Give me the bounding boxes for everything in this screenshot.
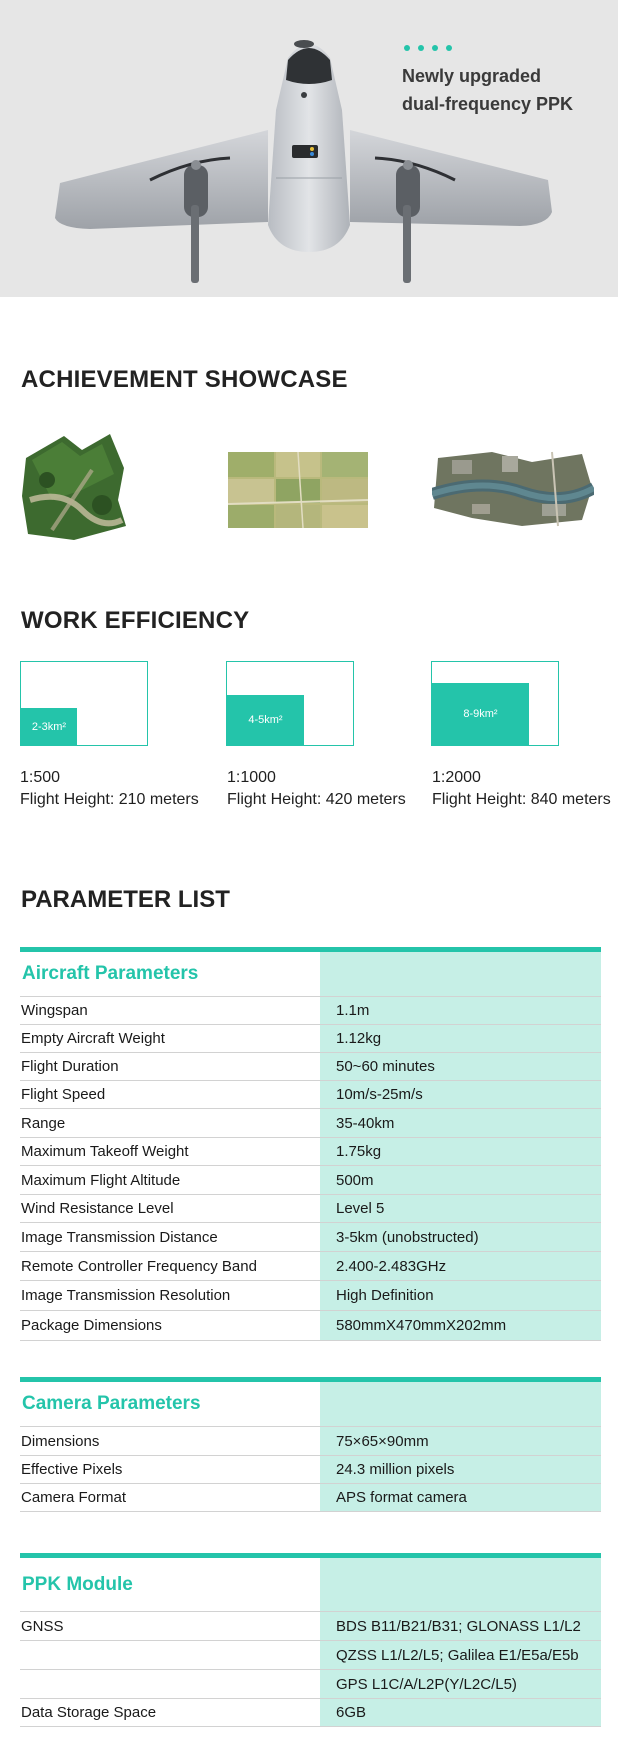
- table-heading-row: [20, 1382, 601, 1427]
- camera-parameters-table: [20, 1377, 601, 1512]
- table-row: Image Transmission Distance 3-5km (unobstructed): [20, 1223, 601, 1252]
- hero-dots: [404, 45, 452, 51]
- table-heading-row: [20, 952, 601, 997]
- area-badge: 2-3km²: [21, 708, 77, 745]
- showcase-title: ACHIEVEMENT SHOWCASE: [21, 366, 348, 393]
- table-row: Remote Controller Frequency Band 2.400-2.483GHz: [20, 1252, 601, 1281]
- table-row: QZSS L1/L2/L5; Galilea E1/E5a/E5b: [20, 1641, 601, 1670]
- table-row: Data Storage Space 6GB: [20, 1699, 601, 1727]
- table-row: GNSS BDS B11/B21/B31; GLONASS L1/L2: [20, 1612, 601, 1641]
- table-heading: PPK Module: [22, 1573, 133, 1595]
- city-map-icon: [432, 448, 594, 528]
- efficiency-scale: 1:500: [20, 769, 61, 786]
- table-row: Range 35-40km: [20, 1109, 601, 1138]
- table-heading-row: [20, 1558, 601, 1612]
- table-row: Maximum Flight Altitude 500m: [20, 1166, 601, 1195]
- table-row: Wind Resistance Level Level 5: [20, 1195, 601, 1223]
- table-heading: Aircraft Parameters: [22, 963, 199, 984]
- efficiency-title: WORK EFFICIENCY: [21, 607, 250, 634]
- drone-image: [0, 0, 618, 297]
- area-badge: 4-5km²: [227, 695, 304, 745]
- table-row: Maximum Takeoff Weight 1.75kg: [20, 1138, 601, 1166]
- hero-title-line2: dual-frequency PPK: [402, 94, 574, 114]
- table-row: GPS L1C/A/L2P(Y/L2C/L5): [20, 1670, 601, 1699]
- hero-title-line1: Newly upgraded: [402, 66, 542, 86]
- efficiency-height: Flight Height: 840 meters: [432, 791, 611, 808]
- aircraft-parameters-table: [20, 947, 601, 1341]
- table-row: Flight Duration 50~60 minutes: [20, 1053, 601, 1081]
- efficiency-height: Flight Height: 420 meters: [227, 791, 406, 808]
- table-row: Image Transmission Resolution High Definition: [20, 1281, 601, 1311]
- efficiency-height: Flight Height: 210 meters: [20, 791, 199, 808]
- ppk-module-table: [20, 1553, 601, 1727]
- dot-icon: [432, 45, 438, 51]
- area-badge: 8-9km²: [432, 683, 529, 745]
- parameter-list-title: PARAMETER LIST: [21, 886, 230, 913]
- table-row: Effective Pixels 24.3 million pixels: [20, 1456, 601, 1484]
- table-heading: Camera Parameters: [22, 1393, 201, 1414]
- efficiency-card: [226, 661, 354, 746]
- efficiency-card: [431, 661, 559, 746]
- forest-map-icon: [22, 430, 127, 542]
- showcase-gallery: [0, 430, 618, 545]
- dot-icon: [418, 45, 424, 51]
- efficiency-scale: 1:1000: [227, 769, 276, 786]
- hero-title: [402, 62, 602, 118]
- table-row: Empty Aircraft Weight 1.12kg: [20, 1025, 601, 1053]
- table-row: Wingspan 1.1m: [20, 997, 601, 1025]
- table-row: Camera Format APS format camera: [20, 1484, 601, 1512]
- table-row: Dimensions 75×65×90mm: [20, 1427, 601, 1456]
- efficiency-card: [20, 661, 148, 746]
- table-row: Flight Speed 10m/s-25m/s: [20, 1081, 601, 1109]
- efficiency-scale: 1:2000: [432, 769, 481, 786]
- hero-banner: [0, 0, 618, 297]
- farmland-map-icon: [228, 452, 368, 528]
- table-row: Package Dimensions 580mmX470mmX202mm: [20, 1311, 601, 1341]
- dot-icon: [404, 45, 410, 51]
- dot-icon: [446, 45, 452, 51]
